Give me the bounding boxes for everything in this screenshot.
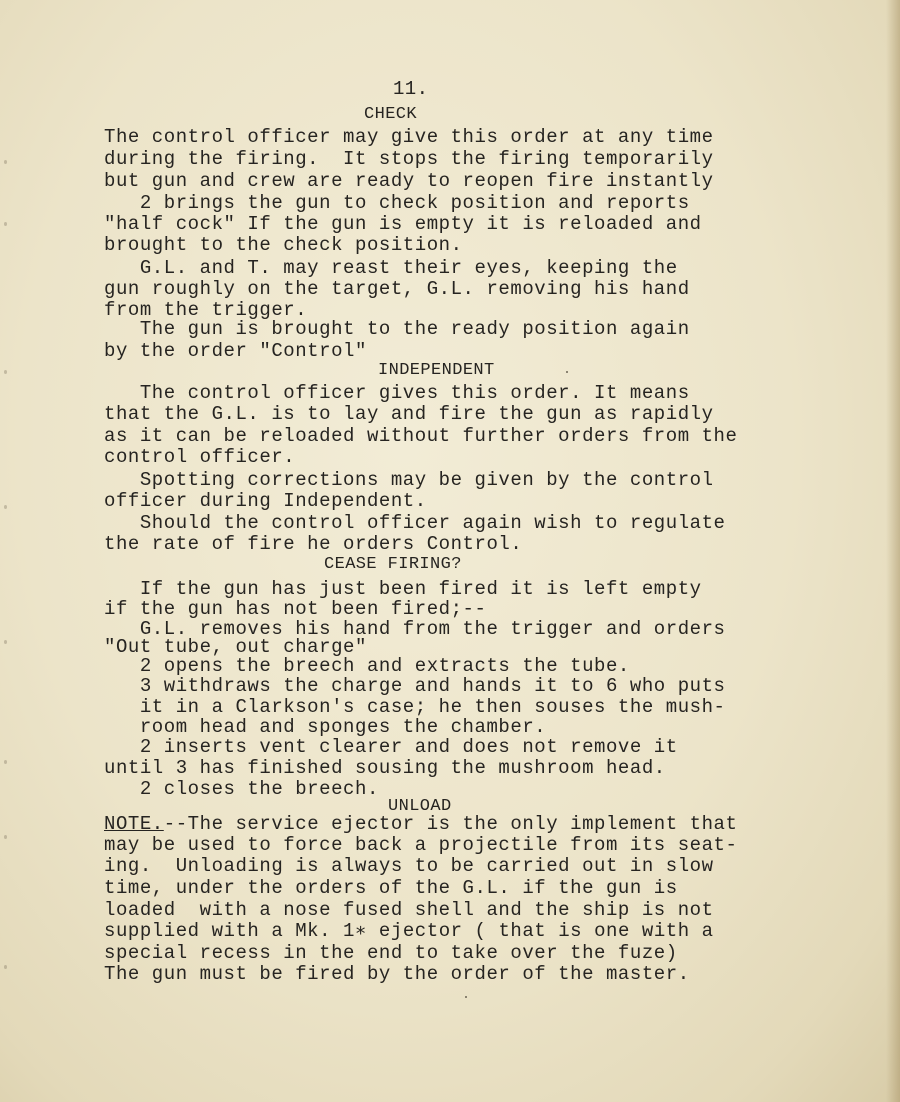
text-line: 2 brings the gun to check position and reports xyxy=(104,192,690,214)
text-line: special recess in the end to take over the fuze) xyxy=(104,942,678,964)
text-line: G.L. and T. may reast their eyes, keeping the xyxy=(104,257,678,279)
ink-speck xyxy=(566,371,568,373)
heading-check: CHECK xyxy=(364,105,418,124)
page-number: 11. xyxy=(393,78,429,100)
text-line: The control officer may give this order at any time xyxy=(104,126,714,148)
text-line: 2 closes the breech. xyxy=(104,778,379,800)
text-line: supplied with a Mk. 1∗ ejector ( that is one with a xyxy=(104,920,714,942)
heading-unload: UNLOAD xyxy=(388,797,452,816)
heading-independent: INDEPENDENT xyxy=(378,361,495,380)
text-line: the rate of fire he orders Control. xyxy=(104,533,523,555)
text-line: G.L. removes his hand from the trigger and orders xyxy=(104,618,726,640)
text-line: ing. Unloading is always to be carried out in slow xyxy=(104,855,714,877)
text-line: by the order "Control" xyxy=(104,340,367,362)
text-line: until 3 has finished sousing the mushroom head. xyxy=(104,757,666,779)
text-line: Spotting corrections may be given by the control xyxy=(104,469,714,491)
text-line: control officer. xyxy=(104,446,296,468)
text-line: time, under the orders of the G.L. if the gun is xyxy=(104,877,678,899)
note-text: --The service ejector is the only implement that xyxy=(163,813,738,835)
text-line: The gun is brought to the ready position again xyxy=(104,318,690,340)
text-line: Should the control officer again wish to regulate xyxy=(104,512,726,534)
text-line: 2 opens the breech and extracts the tube. xyxy=(104,655,630,677)
text-line: may be used to force back a projectile from its seat- xyxy=(104,834,738,856)
text-line: If the gun has just been fired it is left empty xyxy=(104,578,702,600)
text-line: if the gun has not been fired;-- xyxy=(104,598,487,620)
text-line: "Out tube, out charge" xyxy=(104,636,367,658)
text-line: loaded with a nose fused shell and the ship is not xyxy=(104,899,714,921)
ink-speck xyxy=(465,996,467,998)
text-line: from the trigger. xyxy=(104,299,308,321)
text-line: during the firing. It stops the firing temporarily xyxy=(104,148,714,170)
text-line: brought to the check position. xyxy=(104,234,463,256)
text-line: it in a Clarkson's case; he then souses the mush- xyxy=(104,696,726,718)
text-line: "half cock" If the gun is empty it is reloaded and xyxy=(104,213,702,235)
text-line: that the G.L. is to lay and fire the gun as rapidly xyxy=(104,403,714,425)
text-line: room head and sponges the chamber. xyxy=(104,716,547,738)
note-label: NOTE. xyxy=(104,813,164,835)
text-line: The gun must be fired by the order of the master. xyxy=(104,963,690,985)
heading-cease-firing: CEASE FIRING? xyxy=(324,555,462,574)
note-line xyxy=(104,813,737,835)
text-line: as it can be reloaded without further orders from the xyxy=(104,425,738,447)
text-line: gun roughly on the target, G.L. removing his hand xyxy=(104,278,690,300)
text-line: officer during Independent. xyxy=(104,490,427,512)
text-line: 3 withdraws the charge and hands it to 6 who puts xyxy=(104,675,726,697)
text-line: but gun and crew are ready to reopen fire instantly xyxy=(104,170,714,192)
text-line: The control officer gives this order. It means xyxy=(104,382,690,404)
text-line: 2 inserts vent clearer and does not remove it xyxy=(104,736,678,758)
